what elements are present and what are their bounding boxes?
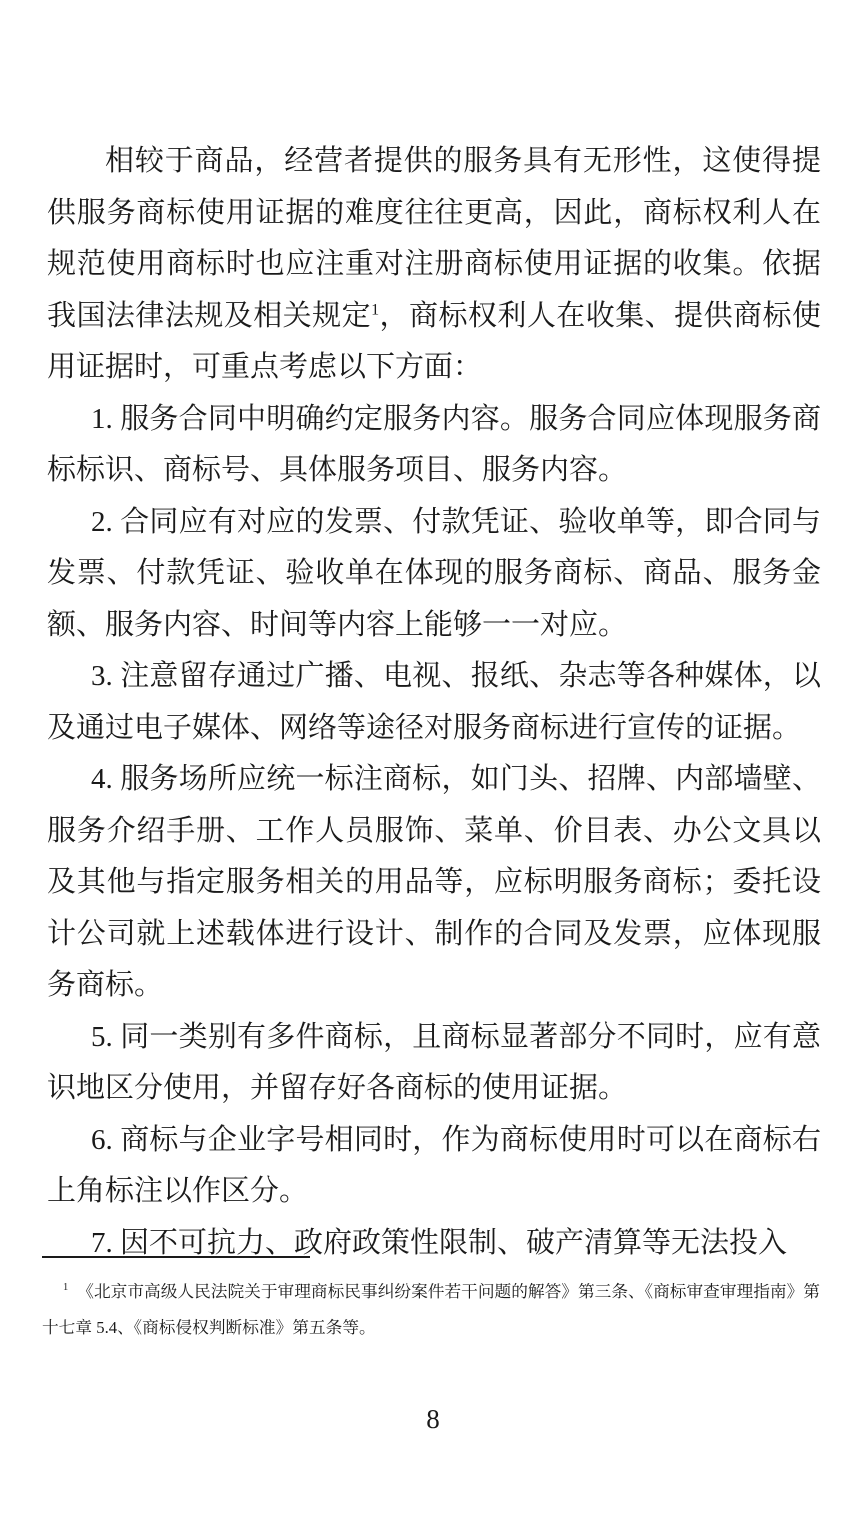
page-number: 8 (426, 1404, 440, 1434)
intro-text-before-ref: 相较于商品，经营者提供的服务具有无形性，这使得提供服务商标使用证据的难度往往更高，因此，商标权利人在规范使用商标时也应注重对注册商标使用证据的收集。依据我国法律法规及相关规定 (47, 145, 821, 332)
paragraph-item-5: 5. 同一类别有多件商标，且商标显著部分不同时，应有意识地区分使用，并留存好各商标的使用证据。 (47, 1020, 821, 1104)
paragraph-intro (47, 136, 821, 394)
footnote-marker: 1 (63, 1282, 69, 1294)
paragraph-item-7: 7. 因不可抗力、政府政策性限制、破产清算等无法投入 (91, 1226, 788, 1259)
paragraph-item-3: 3. 注意留存通过广播、电视、报纸、杂志等各种媒体，以及通过电子媒体、网络等途径对服务商标进行宣传的证据。 (47, 660, 821, 744)
paragraph-item-2: 2. 合同应有对应的发票、付款凭证、验收单等，即合同与发票、付款凭证、验收单在体现的服务商标、商品、服务金额、服务内容、时间等内容上能够一一对应。 (47, 505, 821, 641)
numbered-paragraphs (47, 394, 821, 1270)
footnote-separator-rule (42, 1256, 310, 1258)
intro-text-after-ref: ，商标权利人在收集、提供商标使用证据时，可重点考虑以下方面： (47, 299, 821, 383)
footnote (42, 1274, 820, 1346)
body-text (47, 136, 821, 1269)
paragraph-item-1: 1. 服务合同中明确约定服务内容。服务合同应体现服务商标标识、商标号、具体服务项目、服务内容。 (47, 402, 821, 486)
paragraph-item-6: 6. 商标与企业字号相同时，作为商标使用时可以在商标右上角标注以作区分。 (47, 1123, 821, 1207)
paragraph-item-4: 4. 服务场所应统一标注商标，如门头、招牌、内部墙壁、服务介绍手册、工作人员服饰、菜单、价目表、办公文具以及其他与指定服务相关的用品等，应标明服务商标；委托设计公司就上述载体进行设计、制作的合同及发票，应体现服务商标。 (47, 763, 821, 1001)
footnote-paragraph (42, 1274, 820, 1346)
footnote-text: 《北京市高级人民法院关于审理商标民事纠纷案件若干问题的解答》第三条、《商标审查审理指南》第十七章 5.4、《商标侵权判断标准》第五条等。 (42, 1282, 820, 1337)
footnote-reference-superscript: 1 (371, 300, 380, 318)
